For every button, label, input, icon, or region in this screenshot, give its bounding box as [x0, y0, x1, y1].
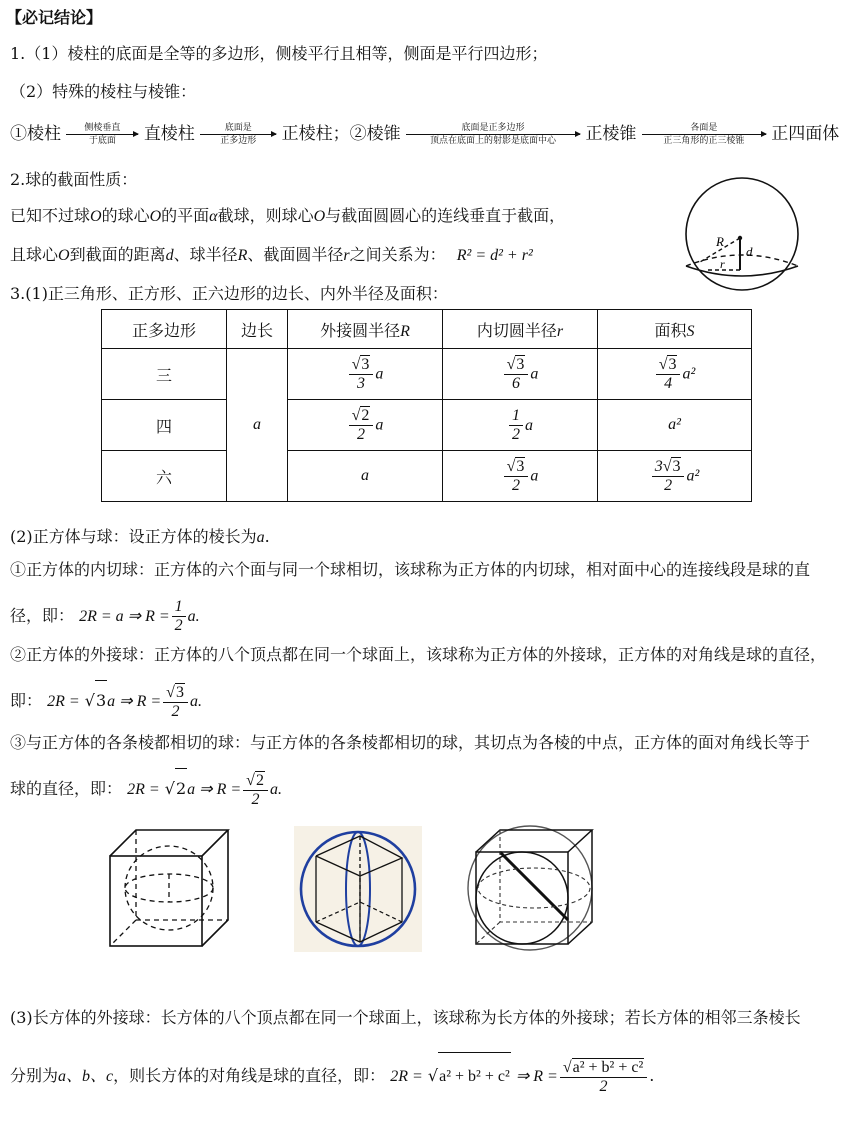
area-cell: $\frac{3√3}{2}$ a²	[598, 451, 752, 502]
radicand: 2	[175, 768, 187, 809]
radicand: 3	[672, 458, 681, 475]
text: 截球，则球心	[217, 206, 314, 225]
var-S: S	[686, 322, 695, 340]
radicand: a² + b² + c²	[572, 1058, 644, 1076]
label-R: R	[716, 234, 724, 249]
arrow-label-top: 底面是正多边形	[461, 123, 525, 133]
sphere-cross-section-figure	[676, 176, 808, 294]
text: 球的直径，即：	[10, 779, 123, 798]
circumscribed-sphere-figure	[294, 826, 422, 952]
derivation-chain	[10, 122, 839, 146]
denominator: 6	[512, 375, 520, 392]
chain-regular-prism-pyramid: 正棱柱；②棱锥	[281, 124, 401, 144]
text: 且球心	[10, 245, 59, 264]
row-label: 六	[102, 451, 227, 502]
var-r: r	[556, 322, 564, 340]
arrow-label-top: 底面是	[224, 123, 252, 133]
var-a: a	[375, 416, 384, 434]
cuboid-sphere-text: (3)长方体的外接球：长方体的八个顶点都在同一个球面上，该球称为长方体的外接球；若长方体的相邻三条棱长	[10, 1008, 801, 1027]
var-a: a	[530, 365, 539, 383]
cube-top-edges	[110, 830, 228, 856]
text: 、球半径	[173, 245, 238, 264]
table-row	[102, 451, 752, 502]
text: .	[264, 527, 270, 546]
text: 即：	[10, 691, 43, 710]
area-cell: a²	[598, 400, 752, 451]
inscribed-sphere-text: ①正方体的内切球：正方体的六个面与同一个球相切，该球称为正方体的内切球，相对面中心的连接线段是球的直	[10, 560, 811, 579]
text: 分别为	[10, 1066, 59, 1085]
sphere-section-line1	[10, 204, 565, 229]
text: 径，即：	[10, 606, 75, 625]
text: 已知不过球	[10, 206, 91, 225]
var-R: R	[237, 247, 248, 264]
radicand: 2	[255, 771, 264, 789]
edge-tangent-sphere-formula: 球的直径，即： 2R = √2a ⇒ R = $\frac{√2}{2}$ a.	[10, 768, 282, 810]
sphere-center-point	[738, 236, 742, 240]
inscribed-sphere-cube-figure	[106, 826, 232, 950]
vars-abc: a、b、c	[58, 1068, 114, 1085]
text: 的球心	[101, 206, 150, 225]
figure-background	[294, 826, 422, 952]
sphere-section-line2	[10, 243, 533, 268]
text: 的平面	[161, 206, 210, 225]
col-header-area	[598, 310, 752, 349]
radicand: 3	[361, 356, 370, 373]
var-a-squared: a²	[682, 365, 696, 383]
var-a: a	[525, 416, 533, 434]
formula: ⇒ R =	[515, 1068, 558, 1085]
table-row	[102, 400, 752, 451]
circumscribed-sphere-formula: 即： 2R = √3a ⇒ R = $\frac{√3}{2}$ a.	[10, 680, 202, 722]
radicand: 2	[361, 407, 370, 424]
radicand: 3	[668, 356, 677, 373]
radicand: 3	[516, 356, 525, 373]
denominator: 2	[512, 425, 520, 443]
arrow-label-bottom: 顶点在底面上的射影是底面中心	[430, 136, 557, 146]
arrow-lateral-perpendicular	[66, 123, 138, 146]
arrow-label-bottom: 于底面	[88, 136, 116, 146]
denominator: 3	[357, 375, 365, 392]
edge-tangent-sphere-figure	[466, 822, 600, 952]
var-a: a	[256, 529, 265, 546]
formula: a ⇒ R =	[187, 781, 242, 798]
front-face-circle	[476, 852, 568, 944]
arrow-label-bottom: 正多边形	[220, 136, 257, 146]
table-header-row	[102, 310, 752, 349]
text: 到截面的距离	[69, 245, 166, 264]
label-d: d	[746, 244, 753, 259]
chain-right-prism: 直棱柱	[143, 124, 195, 144]
denominator: 2	[171, 702, 180, 720]
formula: 2R =	[127, 781, 160, 798]
regular-polygon-table	[101, 309, 752, 502]
var-O: O	[58, 247, 70, 264]
var-d: d	[165, 247, 174, 264]
formula: a ⇒ R =	[107, 693, 162, 710]
var-r: r	[343, 247, 350, 264]
var-a: a	[375, 365, 384, 383]
var-O: O	[90, 208, 102, 225]
inscribed-sphere-formula	[10, 596, 200, 637]
chain-regular-tetrahedron: 正四面体	[771, 124, 840, 144]
arrow-label-bottom: 正三角形的正三棱锥	[663, 136, 745, 146]
formula-tail: a.	[269, 781, 282, 798]
text: 之间关系为：	[349, 245, 446, 264]
sphere-formula: R² = d² + r²	[456, 247, 533, 264]
cube-top-edges	[476, 830, 592, 852]
denominator: 2	[664, 477, 673, 494]
chain-regular-pyramid: 正棱锥	[585, 124, 637, 144]
arrow-tetrahedron	[642, 123, 766, 146]
var-R: R	[400, 322, 410, 340]
circumscribed-sphere-text: ②正方体的外接球：正方体的八个顶点都在同一个球面上，该球称为正方体的外接球，正方体的对角线是球的直径，	[10, 645, 827, 664]
formula-tail: a.	[187, 608, 200, 625]
chain-prism: ①棱柱	[10, 124, 61, 144]
var-a-squared: a²	[686, 467, 700, 485]
radicand: 3	[175, 683, 184, 701]
numerator: 1	[172, 598, 186, 617]
inradius-cell	[443, 400, 598, 451]
text: 与截面圆圆心的连线垂直于截面，	[325, 206, 566, 225]
edge-tangent-sphere	[468, 826, 592, 950]
side-length-cell: a	[227, 349, 288, 502]
denominator: 4	[664, 375, 673, 392]
radicand: 3	[516, 458, 525, 475]
row-label: 四	[102, 400, 227, 451]
formula-tail: a.	[189, 693, 202, 710]
cube-right-edges	[568, 830, 592, 944]
text: 内切圆半径	[476, 320, 557, 340]
prism-definition: 1.（1）棱柱的底面是全等的多边形，侧棱平行且相等，侧面是平行四边形；	[10, 44, 548, 63]
col-header-side: 边长	[227, 310, 288, 349]
table-row	[102, 349, 752, 400]
circumradius-cell: $\frac{√3}{3}$ a	[288, 349, 443, 400]
denominator: 2	[174, 617, 183, 634]
cube-hidden-edge	[110, 920, 136, 946]
coefficient: 3	[654, 458, 663, 475]
var-a: a	[530, 467, 539, 485]
formula: 2R =	[390, 1068, 423, 1085]
formula: 2R = a ⇒ R =	[79, 608, 170, 625]
face-diagonal	[500, 852, 568, 920]
arrow-regular-base	[200, 123, 276, 146]
col-header-circumradius	[288, 310, 443, 349]
area-cell: $\frac{√3}{4}$ a²	[598, 349, 752, 400]
var-O: O	[149, 208, 162, 225]
denominator: 2	[251, 790, 260, 808]
var-O: O	[313, 208, 326, 225]
text: 面积	[654, 320, 687, 340]
cube-sphere-heading	[10, 525, 270, 550]
formula: 2R =	[47, 693, 80, 710]
label-r: r	[720, 257, 725, 271]
arrow-label-top: 侧棱垂直	[84, 123, 121, 133]
denominator: 2	[599, 1077, 608, 1095]
polygon-table-title: 3.(1)正三角形、正方形、正六边形的边长、内外半径及面积：	[10, 284, 448, 303]
cuboid-sphere-formula: 分别为a、b、c，则长方体的对角线是球的直径，即： 2R = √a² + b² + c² ⇒ R = $\frac{\text{√a² + b² + c²}}{2}$ .	[10, 1052, 654, 1101]
text: (2)正方体与球：设正方体的棱长为	[10, 527, 257, 546]
text: 、截面圆半径	[247, 245, 344, 264]
arrow-label-top: 各面是	[690, 123, 718, 133]
inradius-cell: $\frac{√3}{6}$ a	[443, 349, 598, 400]
circumradius-cell: $\frac{√2}{2}$ a	[288, 400, 443, 451]
arrow-regular-pyramid	[406, 123, 580, 146]
var-alpha: α	[209, 208, 218, 225]
numerator: 1	[509, 407, 523, 426]
denominator: 2	[357, 426, 365, 443]
formula-tail: .	[649, 1066, 655, 1085]
section-header: 【必记结论】	[6, 8, 103, 27]
edge-tangent-sphere-text: ③与正方体的各条棱都相切的球：与正方体的各条棱都相切的球，其切点为各棱的中点，正方体的面对角线长等于	[10, 733, 811, 752]
text: 外接圆半径	[320, 320, 401, 340]
circumradius-cell: a	[288, 451, 443, 502]
sphere-outline	[686, 178, 798, 290]
col-header-inradius	[443, 310, 598, 349]
row-label: 三	[102, 349, 227, 400]
denominator: 2	[512, 477, 520, 494]
inradius-cell: $\frac{√3}{2}$ a	[443, 451, 598, 502]
radicand: 3	[95, 680, 107, 721]
radicand: a² + b² + c²	[438, 1052, 511, 1101]
cube-right-edges	[202, 830, 228, 946]
special-prism-heading: （2）特殊的棱柱与棱锥：	[10, 82, 197, 101]
text: ，则长方体的对角线是球的直径，即：	[113, 1066, 386, 1085]
sphere-section-title: 2.球的截面性质：	[10, 170, 138, 189]
col-header-polygon: 正多边形	[102, 310, 227, 349]
